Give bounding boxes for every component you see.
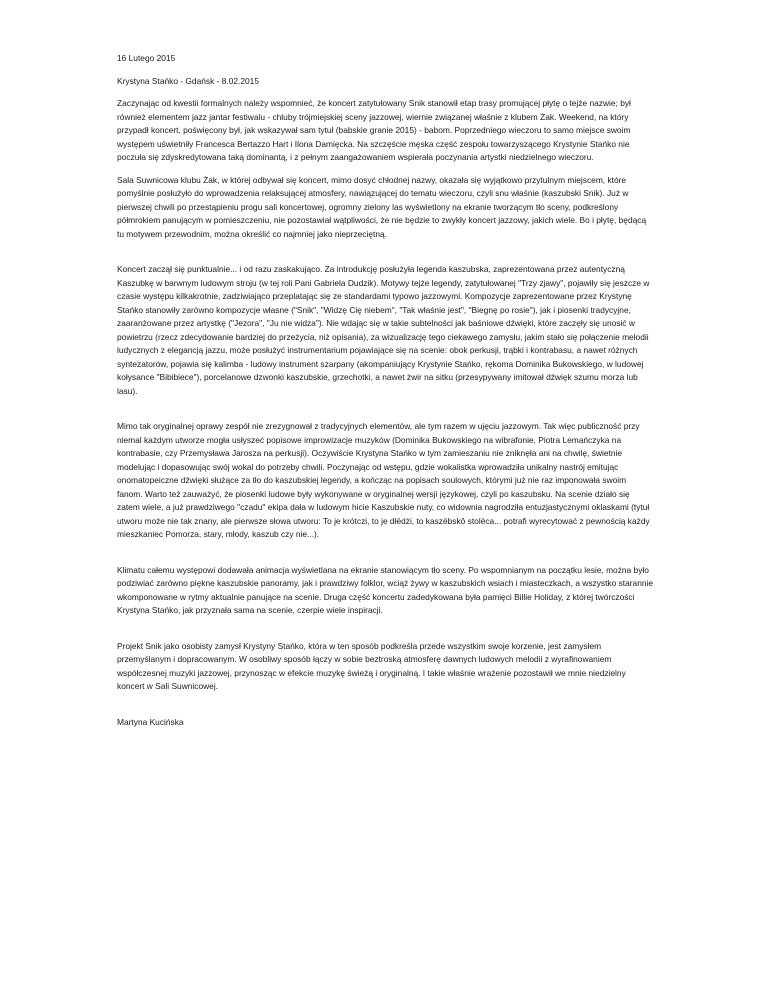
document-title: Krystyna Stańko - Gdańsk - 8.02.2015 [117,75,259,86]
document-date: 16 Lutego 2015 [117,53,176,63]
document-page [117,52,654,729]
paragraph-venue: Sala Suwnicowa klubu Żak, w której odbywał się koncert, mimo dosyć chłodnej nazwy, okazała się wyjątkowo przytulnym miejscem, które pomyślnie posłużyło do wprowadzenia relaksującej atmosfery, nawiązującej do tematu wieczoru, czyli snu właśnie (kaszubski Snik). Już w pierwszej chwili po przestąpieniu progu sali koncertowej, ogromny zielony las wyświetlony na ekranie tworzącym tło sceny, podkreślony półmrokiem panującym w pomieszczeniu, nie pozostawiał wątpliwości, że nie będzie to zwykły koncert jazzowy, jakich wiele. Bo i płytę, będącą tu motywem przewodnim, można określić co najmniej jako nieprzeciętną. [117,174,647,239]
paragraph-intro: Zaczynając od kwestii formalnych należy wspomnieć, że koncert zatytułowany Snik stanowił etap trasy promującej płytę o tejże nazwie; był również elementem jazz jantar festiwalu - chluby trójmiejskiej sceny jazzowej, wiernie związanej właśnie z klubem Żak. Weekend, na który przypadł koncert, poświęcony był, jak wskazywał sam tytuł (babskie granie 2015) - babom. Poprzedniego wieczoru to samo miejsce swoim występem uświetniły Francesca Bertazzo Hart i Ilona Damięcka. Na szczęście męska część zespołu towarzyszącego Krystynie Stańko nie poczuła się zdyskredytowana taką dominantą, i z pełnym zaangażowaniem wspierała poczynania artystki niedzielnego wieczoru. [117,98,631,162]
paragraph-concert-start: Koncert zaczął się punktualnie... i od razu zaskakująco. Za introdukcję posłużyła legenda kaszubska, zaprezentowana przez autentyczną Kaszubkę w barwnym ludowym stroju (w tej roli Pani Gabriela Dudzik). Motywy tejże legendy, zatytułowanej "Trzy zjawy", pojawiły się jeszcze w czasie występu kilkakrotnie, zadziwiająco przeplatając się ze standardami typowo jazzowymi. Kompozycje zaprezentowane przez Krystynę Stańko stanowiły zarówno kompozycje własne ("Snik", "Widzę Cię niebem", "Tak właśnie jest", "Biegnę po rosie"), jak i piosenki tradycyjne, zaaranżowane przez artystkę ("Jezora", "Ju nie widza"). Nie wdając się w takie subtelności jak baśniowe dźwięki, które zaczęły się unosić w powietrzu (rzecz zdecydowanie bardziej do przeżycia, niż opisania), za wizualizację tego ciekawego zamysłu, jakim stało się połączenie melodii ludycznych z elegancją jazzu, może posłużyć instrumentarium pojawiające się na scenie: obok perkusji, trąbki i kontrabasu, a nawet różnych syntezatorów, pojawia się kalimba - ludowy instrument szarpany (akompaniujący Krystynie Stańko, rękoma Dominika Bukowskiego, w ludowej kołysance "Bibibiece"), porcelanowe dzwonki kaszubskie, grzechotki, a nawet żwir na sitku (przesypywany imitował dźwięk szumu morza lub lasu). [117,264,650,396]
paragraph-musicians: Mimo tak oryginalnej oprawy zespół nie zrezygnował z tradycyjnych elementów, ale tym razem w ujęciu jazzowym. Tak więc publiczność przy niemal każdym utworze mogła usłyszeć popisowe improwizacje muzyków (Dominika Bukowskiego na wibrafonie, Piotra Lemańczyka na kontrabasie, czy Przemysława Jarosza na perkusji). Oczywiście Krystyna Stańko w tym zamieszaniu nie zniknęła ani na chwilę, świetnie modelując i dopasowując swój wokal do potrzeby chwili. Poczynając od wstępu, gdzie wokalistka wprowadziła unikalny nastrój emitując onomatopeiczne dźwięki służące za tło do kaszubskiej legendy, a kończąc na popisach soulowych, którymi już nie raz imponowała swoim fanom. Warto też zauważyć, że piosenki ludowe były wykonywane w oryginalnej wersji językowej, czyli po kaszubsku. Na scenie działo się zatem wiele, a już prawdziwego "czadu" ekipa dała w ludowym hicie Kaszubskie nuty, co widownia nagrodziła entuzjastycznymi oklaskami (tytuł utworu może nie tak znany, ale pierwsze słowa utworu: To je krótczi, to je dłëdżi, to kaszëbskô stolëca... potrafi wyrecytować z pewnością każdy mieszkaniec Pomorza, stary, młody, kaszub czy nie...). [117,421,650,539]
author-signature: Martyna Kucińska [117,716,184,727]
paragraph-summary: Projekt Snik jako osobisty zamysł Krystyny Stańko, która w ten sposób podkreśla przede wszystkim swoje korzenie, jest zamysłem przemyślanym i dopracowanym. W osobliwy sposób łączy w sobie beztroską atmosferę dawnych ludowych melodii z wyrafinowaniem współczesnej muzyki jazzowej, przynosząc w efekcie muzykę świeżą i oryginalną. I takie właśnie wrażenie pozostawił we mnie niedzielny koncert w Sali Suwnicowej. [117,640,626,691]
paragraph-animation: Klimatu całemu występowi dodawała animacja wyświetlana na ekranie stanowiącym tło sceny. Po wspomnianym na początku lesie, można było podziwiać zarówno piękne kaszubskie panoramy, jak i prawdziwy folklor, wciąż żywy w kaszubskich wsiach i miasteczkach, a wszystko starannie wkomponowane w rytmy aktualnie panujące na scenie. Druga część koncertu zadedykowana była pamięci Billie Holiday, z której twórczości Krystyna Stańko, jak przyznała sama na scenie, czerpie wiele inspiracji. [117,564,654,615]
